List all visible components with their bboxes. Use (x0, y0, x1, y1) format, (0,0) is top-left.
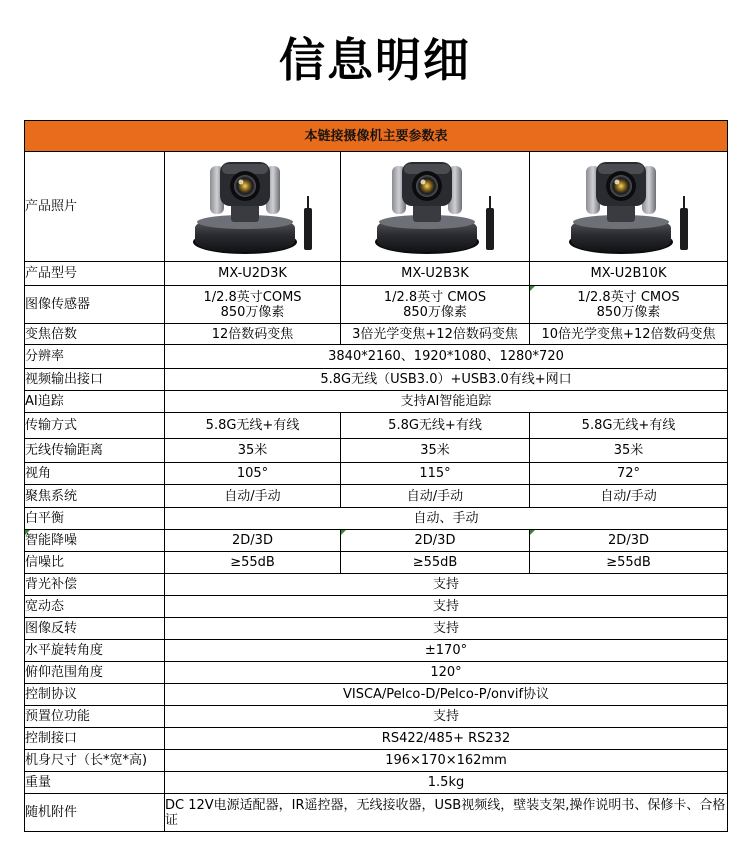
row-label: 重量 (25, 772, 165, 794)
cell-transmission-1: 5.8G无线+有线 (165, 413, 341, 439)
table-row (25, 552, 728, 574)
row-label: 俯仰范围角度 (25, 662, 165, 684)
cell-noise-1: 2D/3D (165, 530, 341, 552)
table-row (25, 706, 728, 728)
product-photo-2 (341, 152, 530, 262)
table-row (25, 574, 728, 596)
cell-control-port: RS422/485+ RS232 (165, 728, 728, 750)
row-label: 水平旋转角度 (25, 640, 165, 662)
cell-protocol: VISCA/Pelco-D/Pelco-P/onvif协议 (165, 684, 728, 706)
cell-sensor-1 (165, 286, 341, 324)
row-label: 视角 (25, 463, 165, 485)
cell-preset: 支持 (165, 706, 728, 728)
table-row (25, 413, 728, 439)
cell-snr-2: ≥55dB (341, 552, 530, 574)
cell-focus-2: 自动/手动 (341, 485, 530, 508)
table-row (25, 152, 728, 262)
row-label: 无线传输距离 (25, 439, 165, 463)
table-row (25, 640, 728, 662)
table-row (25, 345, 728, 369)
cell-noise-3: 2D/3D (530, 530, 728, 552)
row-label: 智能降噪 (25, 530, 165, 552)
row-label: 传输方式 (25, 413, 165, 439)
row-label: 产品型号 (25, 262, 165, 286)
cell-focus-1: 自动/手动 (165, 485, 341, 508)
cell-resolution: 3840*2160、1920*1080、1280*720 (165, 345, 728, 369)
row-label: 预置位功能 (25, 706, 165, 728)
cell-angle-2: 115° (341, 463, 530, 485)
product-photo-3 (530, 152, 728, 262)
table-row (25, 530, 728, 552)
cell-model-3: MX-U2B10K (530, 262, 728, 286)
ptz-camera-icon (370, 156, 500, 258)
cell-model-2: MX-U2B3K (341, 262, 530, 286)
row-label: 背光补偿 (25, 574, 165, 596)
table-row (25, 463, 728, 485)
cell-distance-2: 35米 (341, 439, 530, 463)
table-row (25, 286, 728, 324)
table-row (25, 596, 728, 618)
row-label: 分辨率 (25, 345, 165, 369)
cell-zoom-1: 12倍数码变焦 (165, 324, 341, 345)
table-row (25, 618, 728, 640)
cell-model-1: MX-U2D3K (165, 262, 341, 286)
table-row (25, 262, 728, 286)
sensor-type: 1/2.8英寸 CMOS (577, 289, 680, 305)
cell-flip: 支持 (165, 618, 728, 640)
row-label: 随机附件 (25, 794, 165, 832)
sensor-pixels: 850万像素 (220, 304, 285, 320)
cell-weight: 1.5kg (165, 772, 728, 794)
cell-transmission-3: 5.8G无线+有线 (530, 413, 728, 439)
cell-angle-1: 105° (165, 463, 341, 485)
table-row (25, 439, 728, 463)
row-label: AI追踪 (25, 391, 165, 413)
table-row (25, 662, 728, 684)
cell-video-out: 5.8G无线（USB3.0）+USB3.0有线+网口 (165, 369, 728, 391)
sensor-type: 1/2.8英寸 CMOS (383, 289, 487, 305)
cell-focus-3: 自动/手动 (530, 485, 728, 508)
sensor-type: 1/2.8英寸COMS (203, 289, 302, 305)
table-header-row (25, 121, 728, 152)
table-row (25, 794, 728, 832)
table-row (25, 324, 728, 345)
cell-backlight: 支持 (165, 574, 728, 596)
row-label: 宽动态 (25, 596, 165, 618)
cell-distance-1: 35米 (165, 439, 341, 463)
cell-accessories: DC 12V电源适配器，IR遥控器，无线接收器，USB视频线，壁装支架,操作说明书、保修卡、合格证 (165, 794, 728, 832)
table-row (25, 772, 728, 794)
cell-dimensions: 196×170×162mm (165, 750, 728, 772)
spec-table (24, 120, 728, 832)
row-label: 白平衡 (25, 508, 165, 530)
row-label: 图像传感器 (25, 286, 165, 324)
row-label: 聚焦系统 (25, 485, 165, 508)
row-label: 信噪比 (25, 552, 165, 574)
cell-tilt: 120° (165, 662, 728, 684)
cell-sensor-3 (530, 286, 728, 324)
ptz-camera-icon (188, 156, 318, 258)
cell-wdr: 支持 (165, 596, 728, 618)
table-header: 本链接摄像机主要参数表 (25, 121, 728, 152)
row-label: 控制协议 (25, 684, 165, 706)
table-row (25, 750, 728, 772)
product-photo-1 (165, 152, 341, 262)
cell-transmission-2: 5.8G无线+有线 (341, 413, 530, 439)
cell-zoom-3: 10倍光学变焦+12倍数码变焦 (530, 324, 728, 345)
page-title: 信息明细 (279, 33, 471, 87)
table-row (25, 369, 728, 391)
cell-distance-3: 35米 (530, 439, 728, 463)
row-label: 变焦倍数 (25, 324, 165, 345)
cell-noise-2: 2D/3D (341, 530, 530, 552)
ptz-camera-icon (564, 156, 694, 258)
table-row (25, 485, 728, 508)
cell-ai: 支持AI智能追踪 (165, 391, 728, 413)
cell-snr-1: ≥55dB (165, 552, 341, 574)
row-label: 视频输出接口 (25, 369, 165, 391)
table-row (25, 508, 728, 530)
sensor-pixels: 850万像素 (403, 304, 467, 320)
table-row (25, 684, 728, 706)
row-label: 控制接口 (25, 728, 165, 750)
cell-zoom-2: 3倍光学变焦+12倍数码变焦 (341, 324, 530, 345)
cell-snr-3: ≥55dB (530, 552, 728, 574)
cell-sensor-2 (341, 286, 530, 324)
table-row (25, 728, 728, 750)
cell-white-balance: 自动、手动 (165, 508, 728, 530)
row-label: 图像反转 (25, 618, 165, 640)
cell-angle-3: 72° (530, 463, 728, 485)
row-label: 产品照片 (25, 152, 165, 262)
sensor-pixels: 850万像素 (596, 304, 661, 320)
table-row (25, 391, 728, 413)
cell-pan: ±170° (165, 640, 728, 662)
row-label: 机身尺寸（长*宽*高) (25, 750, 165, 772)
